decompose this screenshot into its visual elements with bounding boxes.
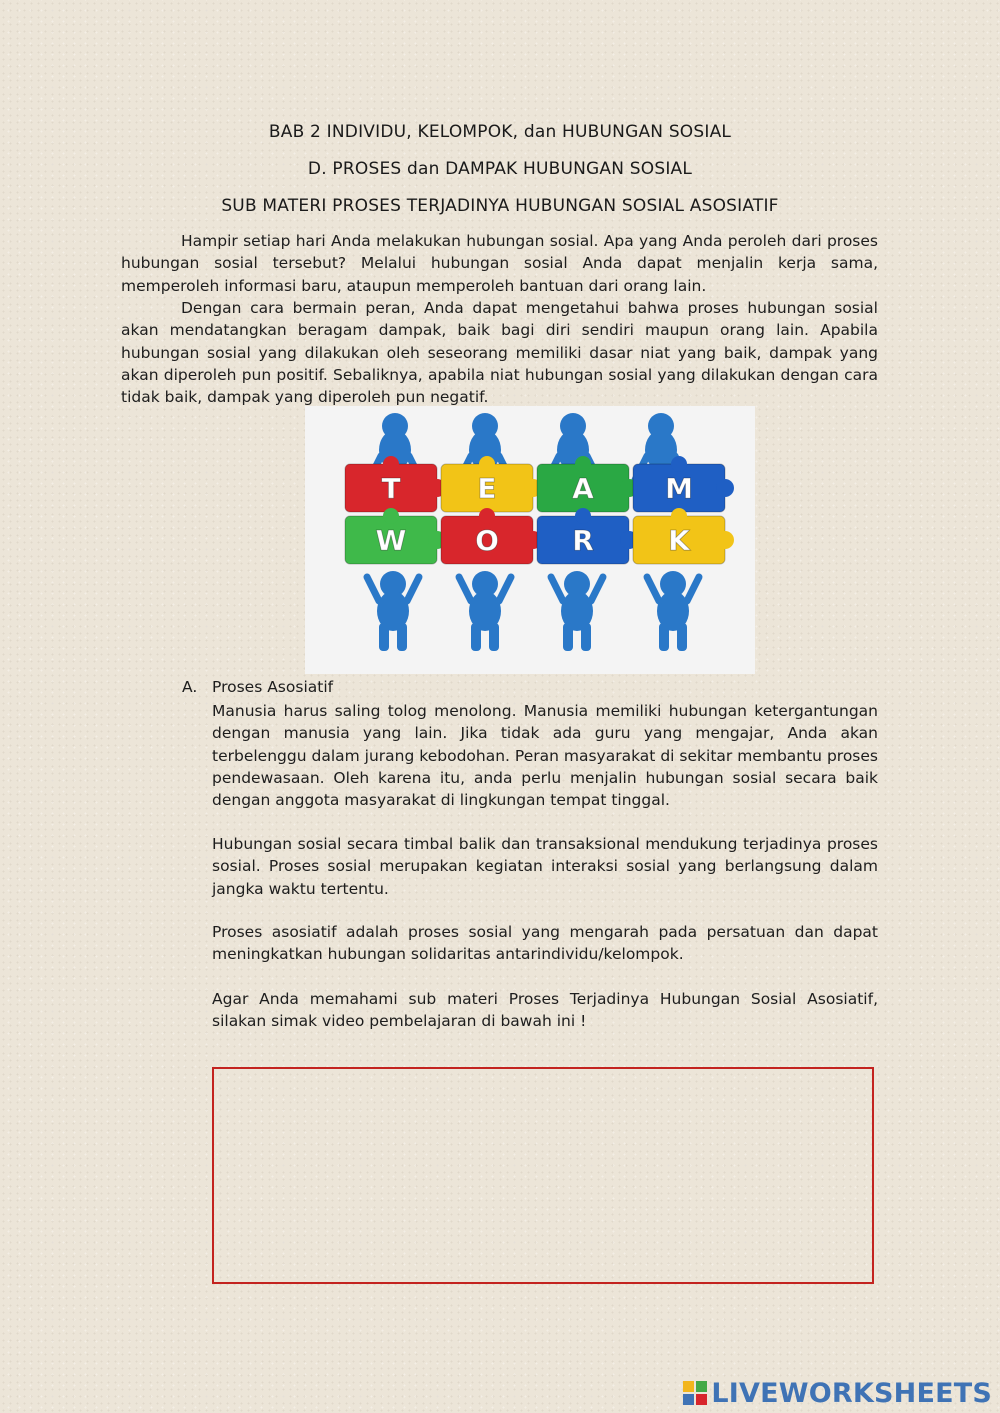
puzzle-letter: T <box>381 472 401 505</box>
puzzle-letter: A <box>572 472 594 505</box>
puzzle-piece <box>441 508 542 564</box>
puzzle-letter: W <box>375 524 407 557</box>
section-number: A. <box>182 678 198 696</box>
puzzle-piece <box>537 508 638 564</box>
title-chapter: BAB 2 INDIVIDU, KELOMPOK, dan HUBUNGAN SOSIAL <box>268 122 732 142</box>
liveworksheets-logo <box>683 1376 992 1410</box>
figure <box>367 571 419 651</box>
title-submaterial: SUB MATERI PROSES TERJADINYA HUBUNGAN SOSIAL ASOSIATIF <box>221 196 779 216</box>
puzzle-letter: R <box>572 524 594 557</box>
figure <box>551 571 603 651</box>
figure <box>459 571 511 651</box>
intro-paragraph-2: Dengan cara bermain peran, Anda dapat mengetahui bahwa proses hubungan sosial akan mendatangkan beragam dampak, baik bagi diri sendiri maupun orang lain. Apabila hubungan sosial yang dilakukan oleh seseorang memiliki dasar niat yang baik, dampak yang akan diperoleh pun positif. Sebaliknya, apabila niat hubungan sosial yang dilakukan dengan cara tidak baik, dampak yang diperoleh pun negatif. <box>121 299 878 407</box>
brand-name: LIVEWORKSHEETS <box>711 1377 992 1409</box>
puzzle-piece <box>537 456 638 512</box>
puzzle-piece <box>633 508 734 564</box>
title-subchapter: D. PROSES dan DAMPAK HUBUNGAN SOSIAL <box>307 159 693 179</box>
intro-paragraph-1: Hampir setiap hari Anda melakukan hubungan sosial. Apa yang Anda peroleh dari proses hubungan sosial tersebut? Melalui hubungan sosial Anda dapat menjalin kerja sama, memperoleh informasi baru, ataupun memperoleh bantuan dari orang lain. <box>121 232 878 295</box>
puzzle-letter: O <box>475 524 499 557</box>
puzzle-piece <box>633 456 734 512</box>
teamwork-illustration <box>305 406 755 674</box>
section-paragraph-2: Hubungan sosial secara timbal balik dan transaksional mendukung terjadinya proses sosial. Proses sosial merupakan kegiatan interaksi sosial yang berlangsung dalam jangka waktu tertentu. <box>212 835 878 898</box>
puzzle-piece <box>345 456 446 512</box>
puzzle-piece <box>441 456 542 512</box>
section-heading <box>182 678 333 696</box>
section-paragraph-1: Manusia harus saling tolog menolong. Manusia memiliki hubungan ketergantungan dengan manusia yang lain. Jika tidak ada guru yang mengajar, Anda akan terbelenggu dalam jurang kebodohan. Peran masyarakat di sekitar membantu proses pendewasaan. Oleh karena itu, anda perlu menjalin hubungan sosial secara baik dengan anggota masyarakat di lingkungan tempat tinggal. <box>212 702 878 810</box>
puzzle-piece <box>345 508 446 564</box>
puzzle-letter: K <box>668 524 690 557</box>
liveworksheets-icon <box>683 1381 707 1405</box>
section-paragraph-4: Agar Anda memahami sub materi Proses Terjadinya Hubungan Sosial Asosiatif, silakan simak video pembelajaran di bawah ini ! <box>212 990 878 1031</box>
video-embed-frame[interactable] <box>212 1067 874 1284</box>
teamwork-graphic <box>305 406 755 674</box>
figure <box>647 571 699 651</box>
puzzle-letter: E <box>477 472 497 505</box>
puzzle-letter: M <box>665 472 693 505</box>
section-paragraph-3: Proses asosiatif adalah proses sosial yang mengarah pada persatuan dan dapat meningkatkan hubungan solidaritas antarindividu/kelompok. <box>212 923 878 964</box>
section-title-text: Proses Asosiatif <box>212 678 334 696</box>
